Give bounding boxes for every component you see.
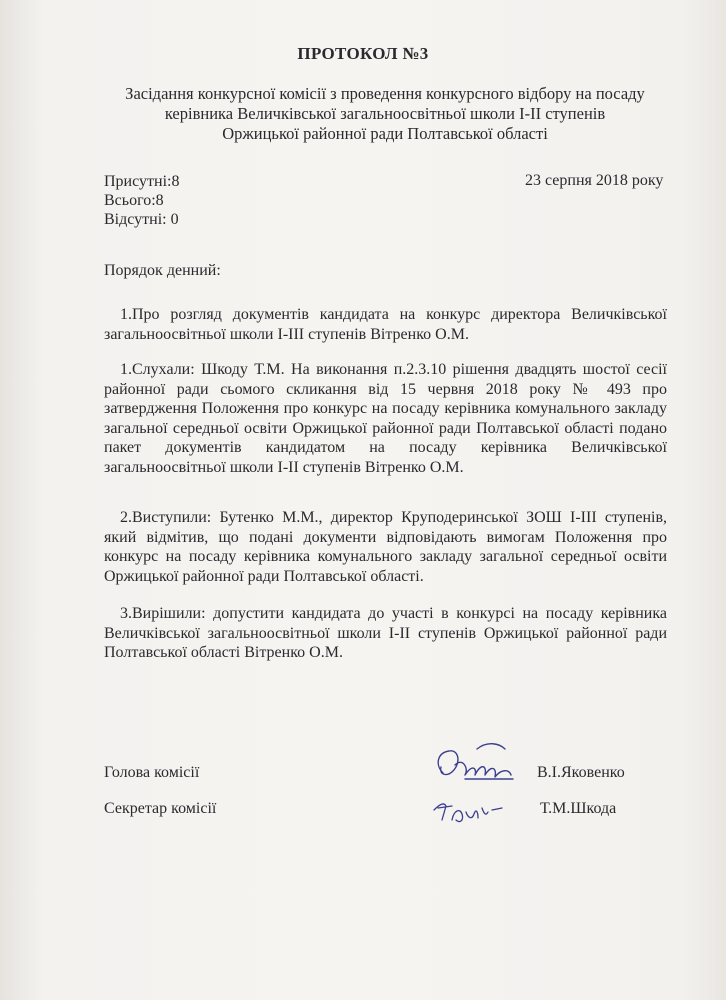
attendance-present: Присутні:8	[104, 173, 180, 190]
attendance-absent: Відсутні: 0	[104, 211, 179, 228]
chair-name: В.І.Яковенко	[537, 764, 625, 781]
subtitle-line: Засідання конкурсної комісії з проведення конкурсного відбору на посаду	[125, 84, 645, 103]
subtitle-line: Оржицької районної ради Полтавської області	[222, 124, 548, 143]
secretary-signature	[430, 790, 510, 830]
attendance-total: Всього:8	[104, 192, 164, 209]
decided-paragraph: 3.Вирішили: допустити кандидата до участі в конкурсі на посаду керівника Величківської загальноосвітньої школи І-ІІ ступенів Оржицької районної ради Полтавської області Вітренко О.М.	[104, 605, 667, 661]
attendance-block	[104, 172, 179, 229]
subtitle-line: керівника Величківської загальноосвітньої школи І-ІІ ступенів	[164, 104, 606, 123]
heard-paragraph: 1.Слухали: Шкоду Т.М. На виконання п.2.3.10 рішення двадцять шостої сесії районної ради сьомого скликання від 15 червня 2018 року № 493 про затвердження Положення про конкурс на посаду керівника комунального закладу загальної середньої освіти Оржицької районної ради Полтавської області подано пакет документів кандидатом на посаду керівника Величківської загальноосвітньої школи І-ІІ ступенів Вітренко О.М.	[104, 361, 667, 476]
meeting-date: 23 серпня 2018 року	[525, 172, 664, 189]
document-title: ПРОТОКОЛ №3	[297, 44, 429, 63]
spoke-paragraph: 2.Виступили: Бутенко М.М., директор Круподеринської ЗОШ І-ІІІ ступенів, який відмітив, що подані документи відповідають вимогам Положення про конкурс на посаду керівника комунального закладу загальної середньої освіти Оржицької районної ради Полтавської області.	[104, 509, 667, 585]
secretary-role: Секретар комісії	[104, 800, 217, 817]
chair-signature	[425, 735, 525, 795]
secretary-name: Т.М.Шкода	[540, 800, 617, 817]
agenda-item: 1.Про розгляд документів кандидата на конкурс директора Величківської загальноосвітньої школи І-ІІІ ступенів Вітренко О.М.	[104, 306, 667, 343]
document-subtitle	[70, 84, 700, 144]
agenda-heading: Порядок денний:	[104, 262, 221, 279]
chair-role: Голова комісії	[104, 764, 200, 781]
